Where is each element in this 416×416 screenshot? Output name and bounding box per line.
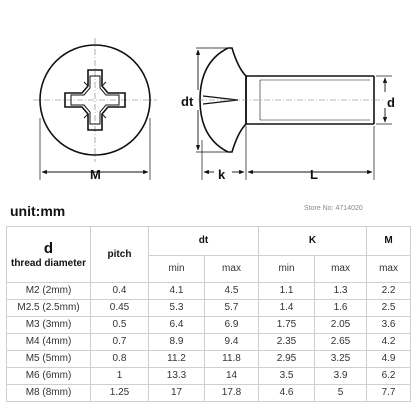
table-row <box>7 283 411 300</box>
cell-k-max: 1.3 <box>315 283 367 300</box>
cell-k-max: 3.25 <box>315 351 367 368</box>
dt-dimension-label: dt <box>181 94 194 109</box>
cell-pitch: 0.5 <box>91 317 149 334</box>
table-row <box>7 351 411 368</box>
cell-pitch: 1.25 <box>91 385 149 402</box>
cell-k-max: 1.6 <box>315 300 367 317</box>
cell-size: M5 (5mm) <box>7 351 91 368</box>
cell-dt-max: 17.8 <box>205 385 259 402</box>
cell-k-min: 1.4 <box>259 300 315 317</box>
cell-k-min: 2.95 <box>259 351 315 368</box>
cell-k-max: 2.65 <box>315 334 367 351</box>
table-row <box>7 317 411 334</box>
head-top-view <box>33 38 157 180</box>
table-header-row <box>7 227 411 256</box>
cell-dt-max: 5.7 <box>205 300 259 317</box>
cell-m-max: 3.6 <box>367 317 411 334</box>
cell-k-max: 5 <box>315 385 367 402</box>
table-row <box>7 334 411 351</box>
cell-size: M2 (2mm) <box>7 283 91 300</box>
cell-size: M3 (3mm) <box>7 317 91 334</box>
table-row <box>7 300 411 317</box>
cell-dt-max: 9.4 <box>205 334 259 351</box>
cell-k-min: 1.75 <box>259 317 315 334</box>
cell-m-max: 6.2 <box>367 368 411 385</box>
l-dimension-label: L <box>310 167 318 182</box>
cell-k-min: 2.35 <box>259 334 315 351</box>
cell-k-min: 4.6 <box>259 385 315 402</box>
cell-m-max: 7.7 <box>367 385 411 402</box>
cell-pitch: 0.8 <box>91 351 149 368</box>
table-row <box>7 385 411 402</box>
cell-dt-max: 14 <box>205 368 259 385</box>
header-k-min: min <box>259 256 315 283</box>
header-dt-max: max <box>205 256 259 283</box>
cell-size: M4 (4mm) <box>7 334 91 351</box>
d-dimension-label: d <box>387 95 395 110</box>
cell-dt-min: 4.1 <box>149 283 205 300</box>
cell-size: M2.5 (2.5mm) <box>7 300 91 317</box>
m-dimension-label: M <box>90 167 101 182</box>
k-dimension-label: k <box>218 167 226 182</box>
header-dt-min: min <box>149 256 205 283</box>
cell-dt-min: 6.4 <box>149 317 205 334</box>
header-pitch: pitch <box>91 227 149 283</box>
header-k: K <box>259 227 367 256</box>
unit-label: unit:mm <box>10 203 66 219</box>
header-thread-diameter <box>7 227 91 283</box>
screw-side-view <box>196 48 392 180</box>
cell-pitch: 1 <box>91 368 149 385</box>
cell-pitch: 0.4 <box>91 283 149 300</box>
cell-k-min: 1.1 <box>259 283 315 300</box>
header-d-label: d <box>43 239 54 257</box>
cell-pitch: 0.45 <box>91 300 149 317</box>
cell-m-max: 4.9 <box>367 351 411 368</box>
cell-pitch: 0.7 <box>91 334 149 351</box>
cell-k-max: 3.9 <box>315 368 367 385</box>
cell-dt-min: 5.3 <box>149 300 205 317</box>
header-k-max: max <box>315 256 367 283</box>
cell-dt-max: 4.5 <box>205 283 259 300</box>
cell-dt-max: 11.8 <box>205 351 259 368</box>
store-watermark: Store No: 4714020 <box>304 205 363 212</box>
spec-table <box>6 226 411 402</box>
header-dt: dt <box>149 227 259 256</box>
header-m: M <box>367 227 411 256</box>
cell-k-max: 2.05 <box>315 317 367 334</box>
cell-size: M6 (6mm) <box>7 368 91 385</box>
header-m-max: max <box>367 256 411 283</box>
cell-size: M8 (8mm) <box>7 385 91 402</box>
cell-dt-min: 8.9 <box>149 334 205 351</box>
screw-technical-drawing <box>0 0 416 200</box>
table-row <box>7 368 411 385</box>
cell-m-max: 4.2 <box>367 334 411 351</box>
cell-m-max: 2.5 <box>367 300 411 317</box>
header-d-sublabel: thread diameter <box>10 257 87 269</box>
cell-dt-min: 11.2 <box>149 351 205 368</box>
cell-m-max: 2.2 <box>367 283 411 300</box>
cell-dt-max: 6.9 <box>205 317 259 334</box>
cell-k-min: 3.5 <box>259 368 315 385</box>
cell-dt-min: 13.3 <box>149 368 205 385</box>
cell-dt-min: 17 <box>149 385 205 402</box>
